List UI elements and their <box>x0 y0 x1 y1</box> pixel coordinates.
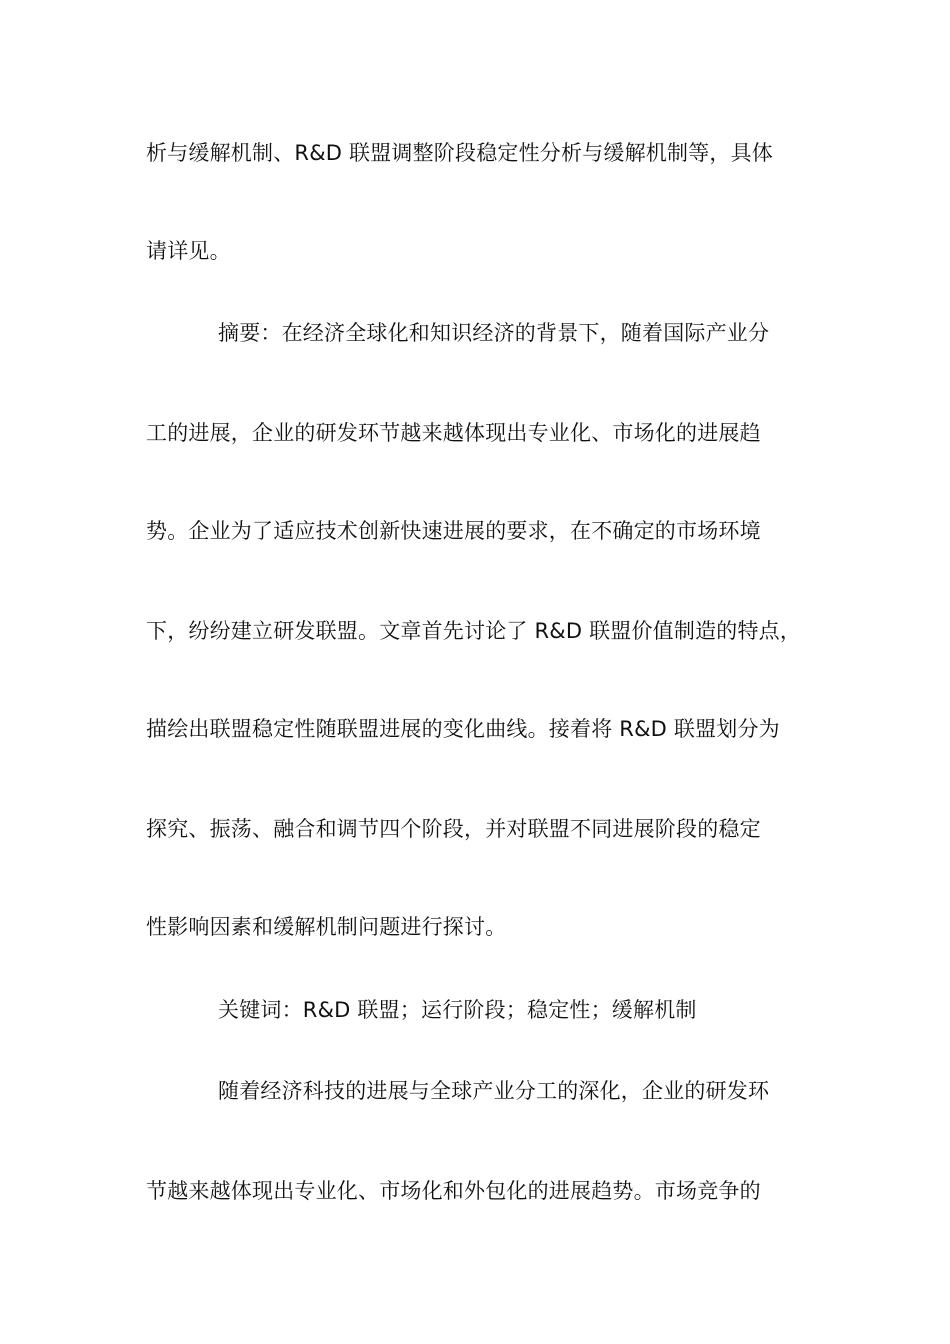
body-line: 随着经济科技的进展与全球产业分工的深化，企业的研发环 <box>218 1079 770 1103</box>
abstract-line: 势。企业为了适应技术创新快速进展的要求，在不确定的市场环境 <box>146 519 761 543</box>
abstract-line: 描绘出联盟稳定性随联盟进展的变化曲线。接着将 R&D 联盟划分为 <box>146 717 780 741</box>
abstract-line: 工的进展，企业的研发环节越来越体现出专业化、市场化的进展趋 <box>146 421 761 445</box>
abstract-line: 摘要：在经济全球化和知识经济的背景下，随着国际产业分 <box>218 321 770 345</box>
abstract-line: 性影响因素和缓解机制问题进行探讨。 <box>146 915 507 939</box>
abstract-line: 下，纷纷建立研发联盟。文章首先讨论了 R&D 联盟价值制造的特点， <box>146 619 802 643</box>
text-line: 请详见。 <box>146 239 231 263</box>
body-line: 节越来越体现出专业化、市场化和外包化的进展趋势。市场竞争的 <box>146 1179 761 1203</box>
abstract-line: 探究、振荡、融合和调节四个阶段，并对联盟不同进展阶段的稳定 <box>146 817 761 841</box>
text-line: 析与缓解机制、R&D 联盟调整阶段稳定性分析与缓解机制等，具体 <box>146 141 774 165</box>
keywords-line: 关键词：R&D 联盟；运行阶段；稳定性；缓解机制 <box>218 998 697 1022</box>
